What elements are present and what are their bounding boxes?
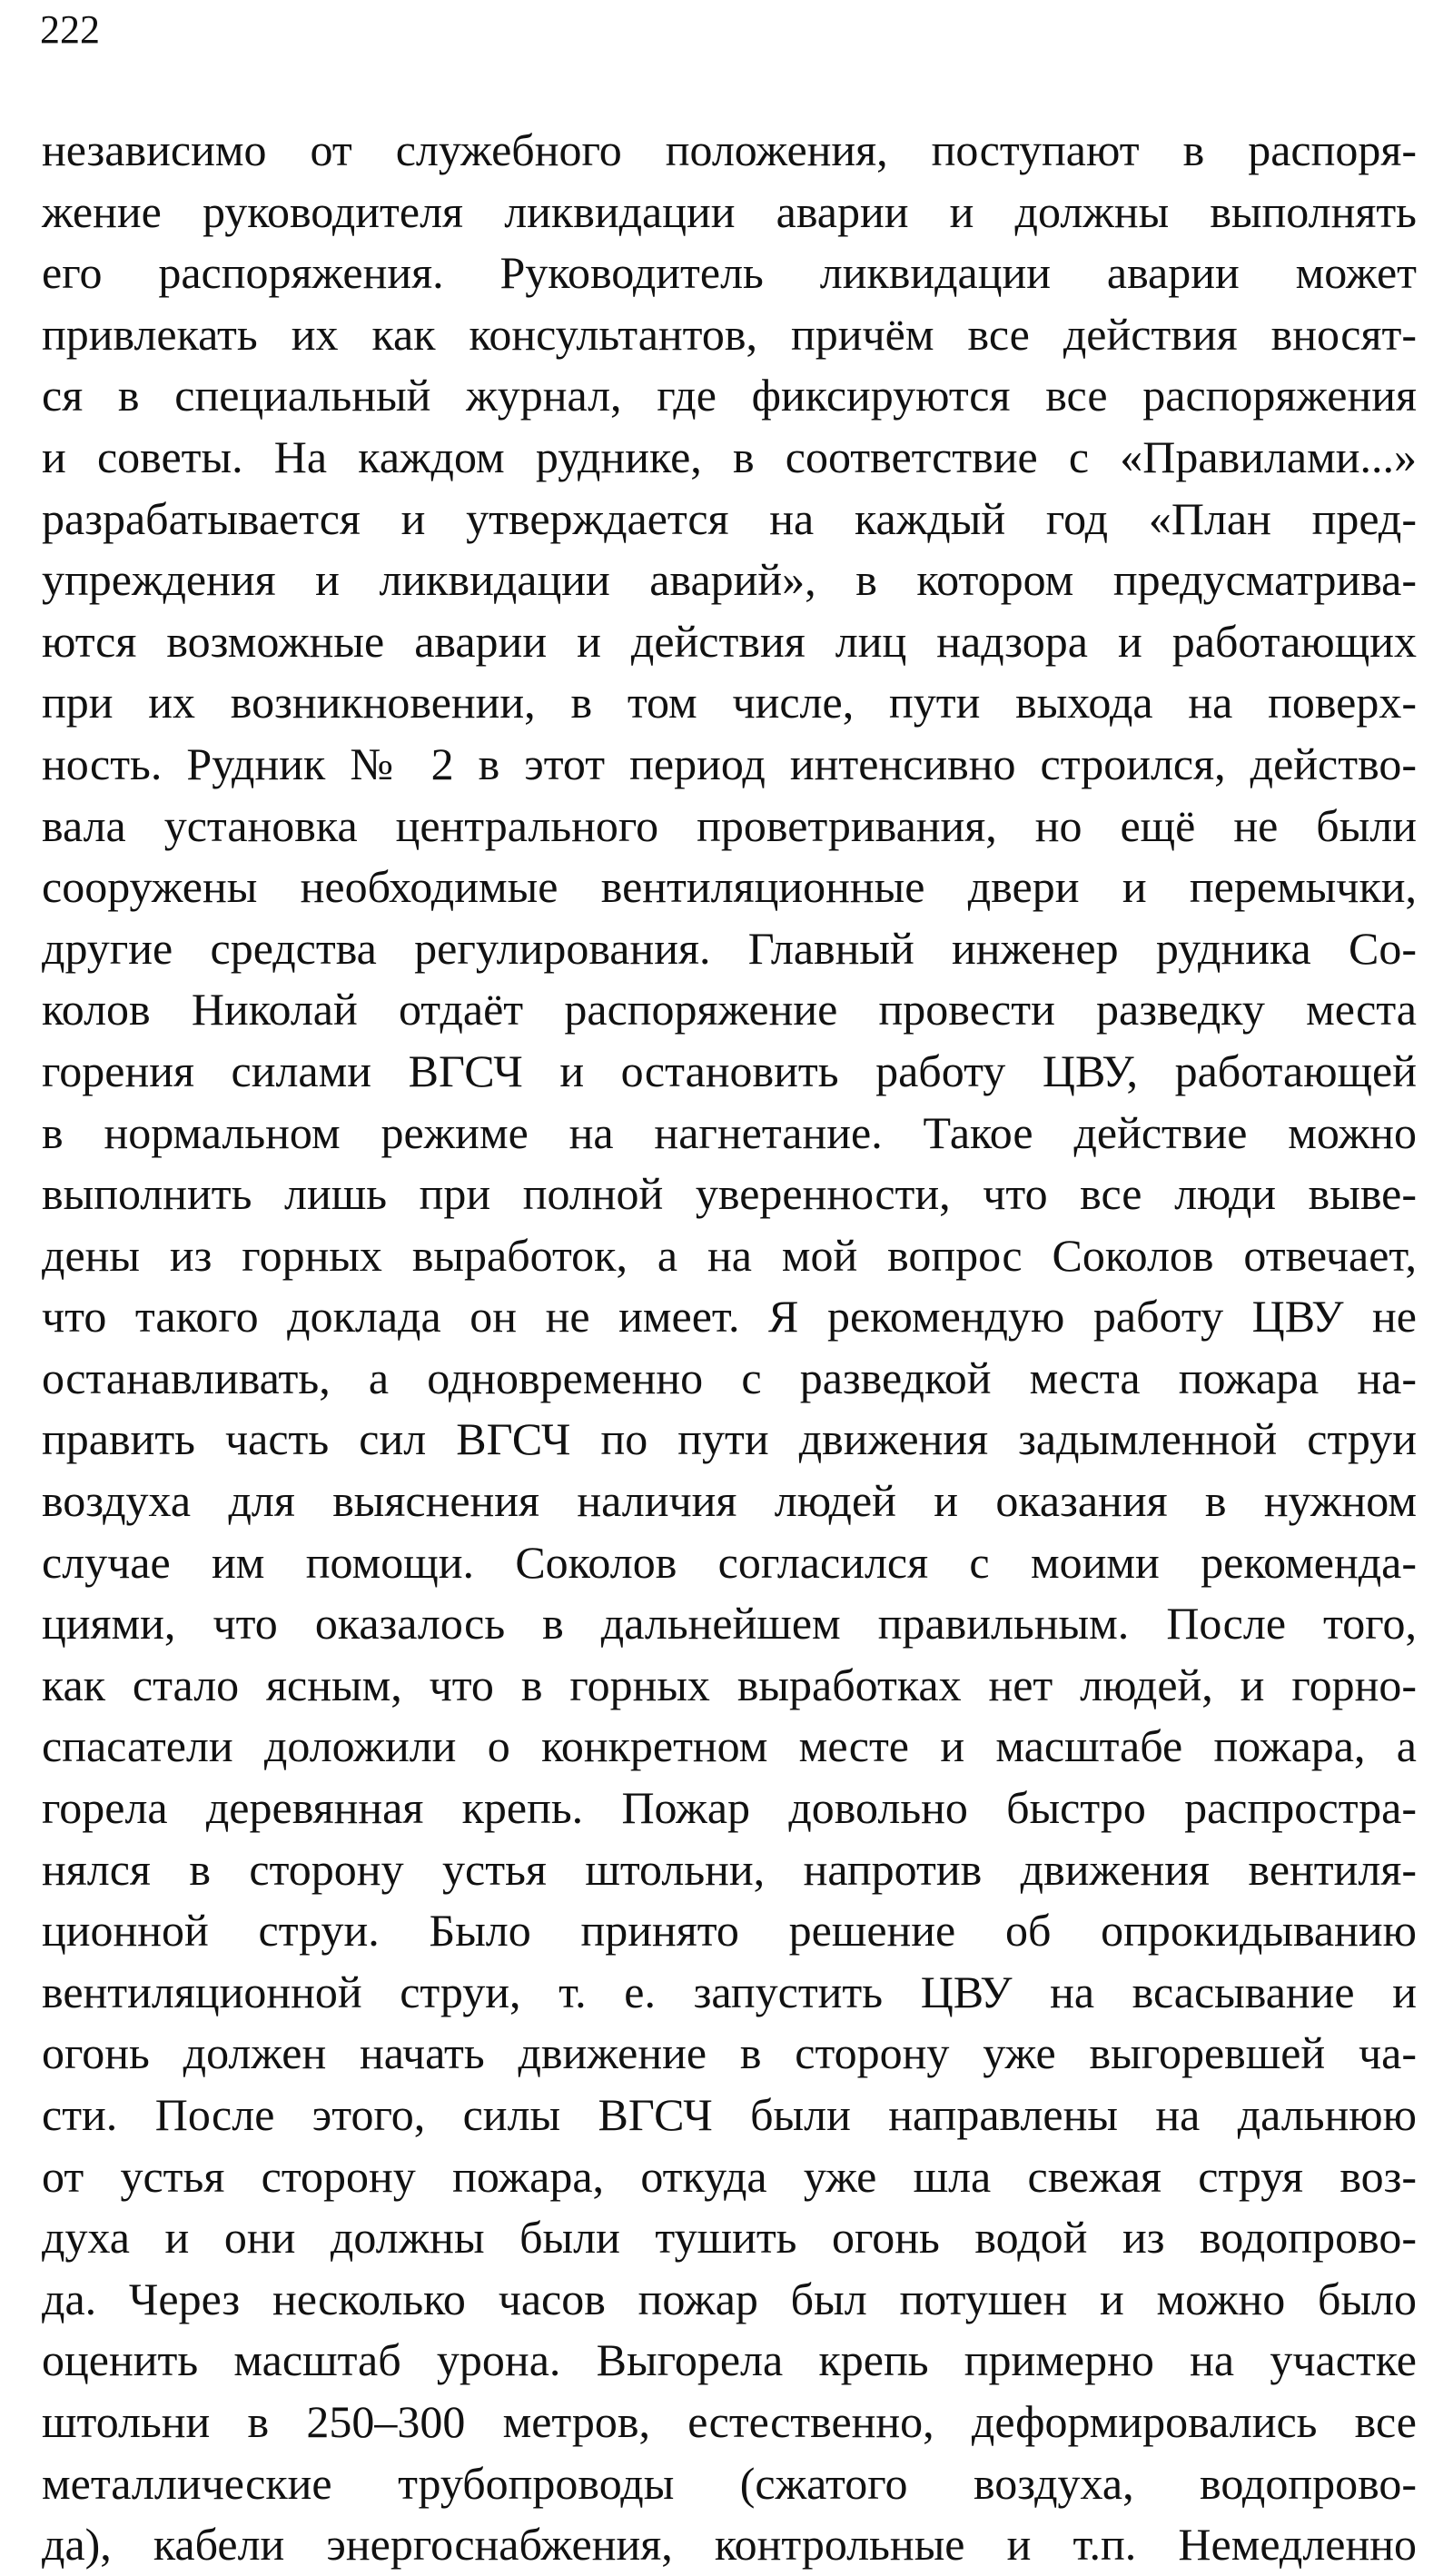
text-line: другие средства регулирования. Главный инженер рудника Со- xyxy=(42,922,1417,974)
text-line: останавливать, а одновременно с разведкой места пожара на- xyxy=(42,1352,1417,1403)
text-line: штольни в 250–300 метров, естественно, деформировались все xyxy=(42,2395,1417,2447)
text-line: колов Николай отдаёт распоряжение провести разведку места xyxy=(42,984,1417,1035)
body-text xyxy=(42,120,1417,2576)
text-line: да. Через несколько часов пожар был потушен и можно было xyxy=(42,2273,1417,2324)
text-line: духа и они должны были тушить огонь водой из водопрово- xyxy=(42,2212,1417,2264)
text-line: спасатели доложили о конкретном месте и масштабе пожара, а xyxy=(42,1720,1417,1772)
text-line: оценить масштаб урона. Выгорела крепь примерно на участке xyxy=(42,2334,1417,2386)
text-line: выполнить лишь при полной уверенности, что все люди выве- xyxy=(42,1168,1417,1220)
text-line: дены из горных выработок, а на мой вопрос Соколов отвечает, xyxy=(42,1229,1417,1281)
text-line: при их возникновении, в том числе, пути выхода на поверх- xyxy=(42,677,1417,728)
text-line: вала установка центрального проветривания, но ещё не были xyxy=(42,799,1417,851)
text-line: случае им помощи. Соколов согласился с моими рекоменда- xyxy=(42,1536,1417,1588)
text-line: нялся в сторону устья штольни, напротив движения вентиля- xyxy=(42,1843,1417,1895)
text-line: горения силами ВГСЧ и остановить работу ЦВУ, работающей xyxy=(42,1045,1417,1096)
text-line: да), кабели энергоснабжения, контрольные и т.п. Немедленно xyxy=(42,2519,1417,2571)
text-line: сти. После этого, силы ВГСЧ были направлены на дальнюю xyxy=(42,2089,1417,2140)
text-line: ся в специальный журнал, где фиксируются все распоряжения xyxy=(42,370,1417,421)
text-line: что такого доклада он не имеет. Я рекомендую работу ЦВУ не xyxy=(42,1291,1417,1342)
text-line: горела деревянная крепь. Пожар довольно быстро распростра- xyxy=(42,1782,1417,1834)
text-line: циями, что оказалось в дальнейшем правильным. После того, xyxy=(42,1598,1417,1650)
text-line: воздуха для выяснения наличия людей и оказания в нужном xyxy=(42,1475,1417,1527)
text-line: от устья сторону пожара, откуда уже шла свежая струя воз- xyxy=(42,2150,1417,2202)
text-line: разрабатывается и утверждается на каждый год «План пред- xyxy=(42,492,1417,544)
text-line: в нормальном режиме на нагнетание. Такое действие можно xyxy=(42,1106,1417,1158)
text-line: огонь должен начать движение в сторону уже выгоревшей ча- xyxy=(42,2027,1417,2079)
text-line: как стало ясным, что в горных выработках нет людей, и горно- xyxy=(42,1659,1417,1710)
page-number: 222 xyxy=(40,7,100,52)
text-line: независимо от служебного положения, поступают в распоря- xyxy=(42,124,1417,175)
text-line: жение руководителя ликвидации аварии и должны выполнять xyxy=(42,185,1417,237)
text-line: и советы. На каждом руднике, в соответствие с «Правилами...» xyxy=(42,431,1417,482)
text-line: упреждения и ликвидации аварий», в котором предусматрива- xyxy=(42,554,1417,606)
text-line: ность. Рудник № 2 в этот период интенсивно строился, действо- xyxy=(42,738,1417,789)
text-line: вентиляционной струи, т. е. запустить ЦВУ на всасывание и xyxy=(42,1966,1417,2017)
text-line: ционной струи. Было принято решение об опрокидыванию xyxy=(42,1905,1417,1957)
text-line: сооружены необходимые вентиляционные двери и перемычки, xyxy=(42,861,1417,913)
text-line: металлические трубопроводы (сжатого воздуха, водопрово- xyxy=(42,2457,1417,2509)
text-line: ются возможные аварии и действия лиц надзора и работающих xyxy=(42,615,1417,667)
text-line: привлекать их как консультантов, причём все действия вносят- xyxy=(42,308,1417,360)
text-line: править часть сил ВГСЧ по пути движения задымленной струи xyxy=(42,1413,1417,1465)
text-line: его распоряжения. Руководитель ликвидации аварии может xyxy=(42,247,1417,299)
